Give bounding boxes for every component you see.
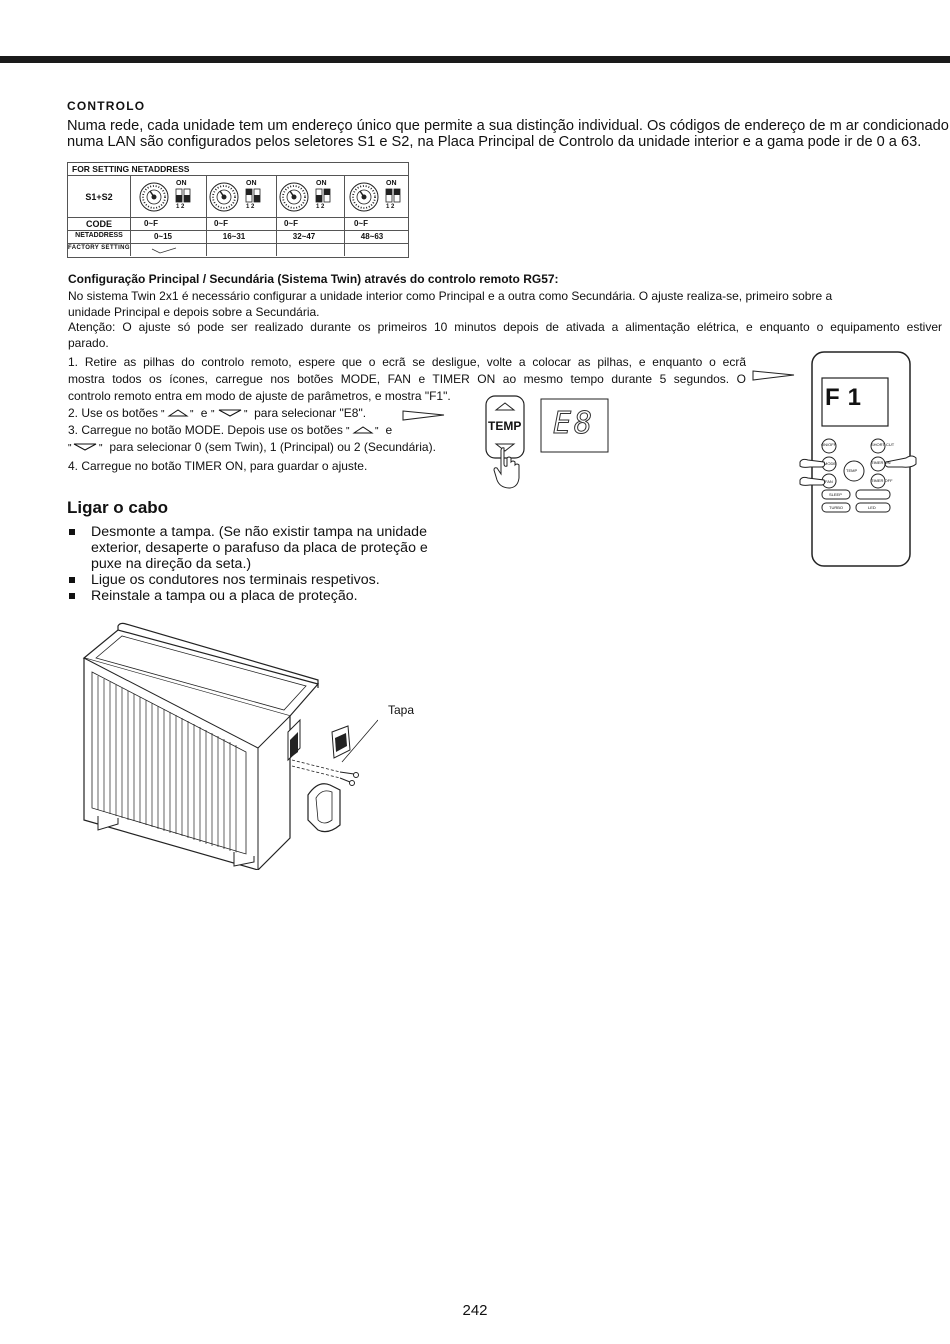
remote-btn-timer-off: TIMER OFF	[871, 478, 893, 483]
dip-numbers: 1 2	[316, 204, 325, 210]
remote-btn-led: LED	[868, 505, 876, 510]
remote-btn-temp: TEMP	[846, 468, 858, 473]
netaddress-cell: 0~15	[153, 232, 173, 241]
svg-text:": "	[161, 409, 165, 418]
dip-switch-icon	[386, 189, 400, 202]
list-item: Ligue os condutores nos terminais respetivos.	[67, 572, 447, 588]
up-arrow-icon	[346, 425, 382, 435]
intro-line-1: Numa rede, cada unidade tem um endereço único que permite a sua distinção individual. Os códigos de endereço de m ar condicionado	[67, 118, 949, 134]
svg-text:": "	[210, 409, 215, 418]
step-2-suffix: para selecionar "E8".	[254, 406, 367, 420]
list-item: Desmonte a tampa. (Se não existir tampa na unidade exterior, desaperte o parafuso da placa de proteção e puxe na direção da seta.)	[67, 524, 447, 572]
outdoor-unit-illustration	[78, 620, 378, 870]
list-item: Reinstale a tampa ou a placa de proteção.	[67, 588, 447, 604]
rotary-dial-icon	[280, 183, 308, 211]
rotary-dial-icon	[140, 183, 168, 211]
remote-btn-shortcut: SHORT CUT	[871, 442, 895, 447]
down-arrow-icon	[211, 408, 251, 418]
intro-paragraph	[67, 118, 947, 150]
step-3-line: para selecionar 0 (sem Twin), 1 (Principal) ou 2 (Secundária).	[109, 440, 436, 454]
twin-paragraph	[68, 289, 942, 351]
code-cell: 0~F	[213, 219, 228, 228]
intro-line-2: numa LAN são configurados pelos seletores S1 e S2, na Placa Principal de Controlo da unidade interior e a gama pode ir de 0 a 63.	[67, 134, 922, 150]
twin-line: parado.	[68, 335, 109, 350]
dip-switch-icon	[176, 189, 190, 202]
page-number: 242	[462, 1302, 488, 1319]
netaddress-label: NETADDRESS	[75, 232, 123, 239]
on-label: ON	[176, 180, 187, 187]
on-label: ON	[316, 180, 327, 187]
dip-switch-icon	[316, 189, 330, 202]
code-cell: 0~F	[143, 219, 158, 228]
twin-line: unidade Principal e depois sobre a Secundária.	[68, 304, 320, 319]
section-title: CONTROLO	[67, 99, 146, 113]
remote-btn-fan: FAN	[825, 479, 833, 484]
dip-numbers: 1 2	[176, 204, 185, 210]
e8-code: E8	[553, 406, 596, 441]
temp-button-illustration	[482, 392, 530, 492]
tapa-callout-label: Tapa	[388, 703, 415, 717]
step-4: 4. Carregue no botão TIMER ON, para guardar o ajuste.	[68, 459, 368, 473]
up-arrow-icon	[161, 408, 197, 418]
pointer-arrow-icon	[752, 369, 796, 383]
top-rule	[0, 56, 950, 63]
factory-check-icon	[150, 244, 178, 255]
remote-btn-sleep: SLEEP	[829, 492, 842, 497]
on-label: ON	[386, 180, 397, 187]
step-3b	[68, 439, 748, 456]
remote-btn-mode: MODE	[824, 461, 836, 466]
step-3-mid: e	[385, 423, 393, 437]
code-cell: 0~F	[353, 219, 368, 228]
cable-bullet-list	[67, 524, 447, 604]
remote-control-illustration	[798, 350, 918, 570]
netaddress-cell: 16~31	[222, 232, 246, 241]
temp-label: TEMP	[488, 419, 522, 433]
pointer-arrow-icon	[402, 409, 446, 423]
step-1-line: 1. Retire as pilhas do controlo remoto, espere que o ecrã se desligue, volte a colocar as pilhas, e enquanto o ecrã	[68, 355, 746, 369]
dip-switch-icon	[246, 189, 260, 202]
svg-text:": "	[375, 426, 379, 435]
step-2-mid: e	[200, 406, 208, 420]
code-label: CODE	[85, 219, 112, 229]
svg-text:": "	[99, 443, 103, 452]
step-2-prefix: 2. Use os botões	[68, 406, 159, 420]
table-header: FOR SETTING NETADDRESS	[68, 163, 408, 176]
svg-text:": "	[346, 426, 350, 435]
cable-section-title: Ligar o cabo	[67, 498, 169, 517]
switch-group	[130, 176, 408, 217]
step-1-line: mostra todos os ícones, carregue nos botões MODE, FAN e TIMER ON ao mesmo tempo durante 5 segundos. O	[68, 372, 746, 386]
step-3-prefix: 3. Carregue no botão MODE. Depois use os botões	[68, 423, 343, 437]
remote-btn-timer-on: TIMER ON	[871, 460, 891, 465]
netaddress-table	[67, 162, 409, 258]
twin-line: No sistema Twin 2x1 é necessário configurar a unidade interior como Principal e a outra como Secundária. O ajuste realiza-se, primeiro sobre a	[68, 289, 833, 303]
remote-btn-turbo: TURBO	[829, 505, 843, 510]
dip-numbers: 1 2	[246, 204, 255, 210]
rotary-dial-icon	[210, 183, 238, 211]
dip-numbers: 1 2	[386, 204, 395, 210]
netaddress-cell: 32~47	[292, 232, 316, 241]
step-1-line: controlo remoto entra em modo de ajuste de parâmetros, e mostra "F1".	[68, 389, 451, 403]
remote-btn-onoff: ON/OFF	[821, 442, 837, 447]
rotary-dial-icon	[350, 183, 378, 211]
remote-screen-code: F1	[825, 384, 870, 411]
step-3	[68, 422, 748, 439]
code-cell: 0~F	[283, 219, 298, 228]
twin-line: Atenção: O ajuste só pode ser realizado durante os primeiros 10 minutos depois de ativada a alimentação elétrica, e enquanto o equipamento estiver	[68, 320, 942, 334]
switch-label: S1+S2	[85, 192, 113, 202]
on-label: ON	[246, 180, 257, 187]
down-arrow-icon	[68, 442, 106, 452]
factory-setting-label: FACTORY SETTING	[68, 245, 130, 251]
netaddress-cell: 48~63	[360, 232, 384, 241]
twin-title: Configuração Principal / Secundária (Sistema Twin) através do controlo remoto RG57:	[68, 272, 559, 286]
svg-text:": "	[68, 443, 72, 452]
svg-text:": "	[243, 409, 248, 418]
svg-text:": "	[190, 409, 194, 418]
